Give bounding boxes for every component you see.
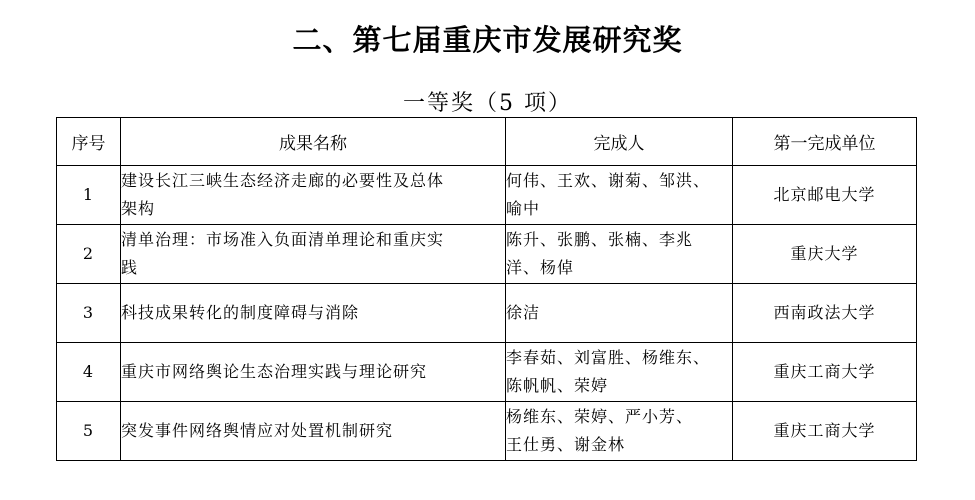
- achievement-name: [121, 166, 506, 225]
- table-row: [57, 166, 917, 225]
- achievement-name-line: 科技成果转化的制度障碍与消除: [121, 303, 360, 322]
- table-row: [57, 225, 917, 284]
- completed-by: [506, 166, 733, 225]
- achievement-name-line: 架构: [121, 199, 156, 218]
- achievement-name: [121, 402, 506, 461]
- completed-by-line: 李春茹、刘富胜、杨维东、: [506, 348, 711, 367]
- first-unit: 重庆工商大学: [733, 402, 917, 461]
- row-number: 2: [57, 225, 121, 284]
- completed-by-line: 徐洁: [506, 303, 541, 322]
- completed-by: [506, 343, 733, 402]
- award-level-heading: 一等奖（5 项）: [403, 91, 572, 116]
- table-row: [57, 284, 917, 343]
- completed-by-line: 王仕勇、谢金林: [506, 435, 626, 454]
- header-achievement-name: 成果名称: [121, 118, 506, 166]
- first-unit: 西南政法大学: [733, 284, 917, 343]
- header-completed-by: 完成人: [506, 118, 733, 166]
- achievement-name: [121, 225, 506, 284]
- header-first-unit: 第一完成单位: [733, 118, 917, 166]
- completed-by-line: 喻中: [506, 199, 541, 218]
- completed-by: [506, 402, 733, 461]
- table-header-row: [57, 118, 917, 166]
- table-row: [57, 402, 917, 461]
- achievement-name: [121, 343, 506, 402]
- completed-by-line: 何伟、王欢、谢菊、邹洪、: [506, 171, 711, 190]
- document-title: 二、第七届重庆市发展研究奖: [292, 23, 683, 57]
- completed-by: [506, 225, 733, 284]
- header-number: 序号: [57, 118, 121, 166]
- completed-by-line: 洋、杨倬: [506, 258, 575, 277]
- completed-by-line: 陈升、张鹏、张楠、李兆: [506, 230, 694, 249]
- completed-by: [506, 284, 733, 343]
- achievement-name-line: 践: [121, 258, 139, 277]
- achievement-name-line: 突发事件网络舆情应对处置机制研究: [121, 421, 394, 440]
- row-number: 4: [57, 343, 121, 402]
- achievement-name: [121, 284, 506, 343]
- awards-table: [56, 117, 917, 461]
- first-unit: 重庆工商大学: [733, 343, 917, 402]
- first-unit: 北京邮电大学: [733, 166, 917, 225]
- completed-by-line: 陈帆帆、荣婷: [506, 376, 609, 395]
- table-row: [57, 343, 917, 402]
- achievement-name-line: 清单治理：市场准入负面清单理论和重庆实: [121, 230, 445, 249]
- row-number: 1: [57, 166, 121, 225]
- achievement-name-line: 重庆市网络舆论生态治理实践与理论研究: [121, 362, 428, 381]
- row-number: 5: [57, 402, 121, 461]
- first-unit: 重庆大学: [733, 225, 917, 284]
- completed-by-line: 杨维东、荣婷、严小芳、: [506, 407, 694, 426]
- row-number: 3: [57, 284, 121, 343]
- achievement-name-line: 建设长江三峡生态经济走廊的必要性及总体: [121, 171, 445, 190]
